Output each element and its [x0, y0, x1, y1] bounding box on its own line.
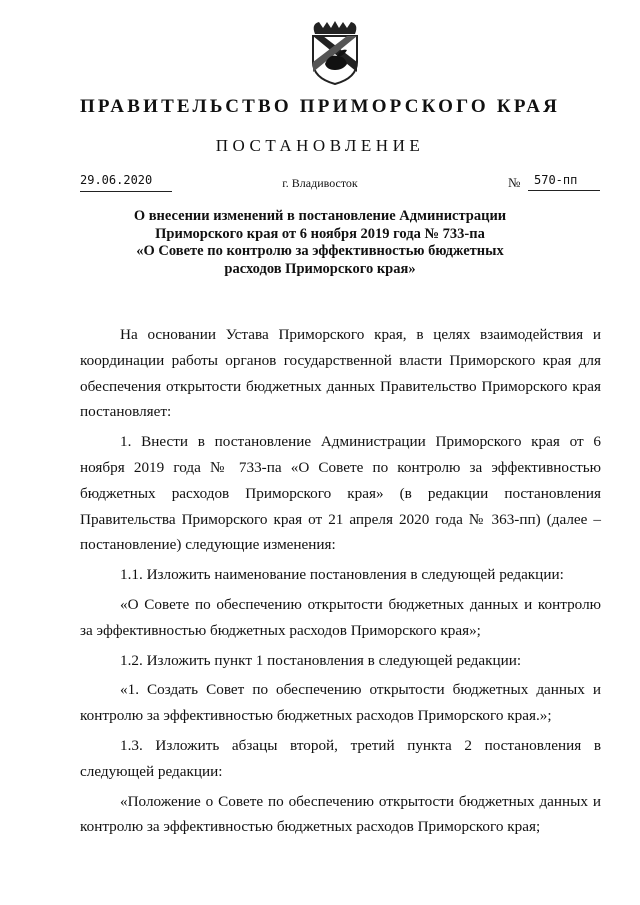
body-paragraph: 1. Внести в постановление Администрации Приморского края от 6 ноября 2019 года № 733-па «О Совете по контролю за эффективностью бюджетных расходов Приморского края» (в редакции постановления Правительства Приморского края от 21 апреля 2020 года № 363-пп) (далее – постановление) следующие изменения: [80, 433, 601, 554]
body-paragraph: 1.1. Изложить наименование постановления в следующей редакции: [120, 566, 564, 584]
number-sign: № [508, 175, 521, 190]
body-paragraph: «Положение о Совете по обеспечению открытости бюджетных данных и контролю за эффективностью бюджетных расходов Приморского края; [80, 792, 601, 836]
number-value: 570-пп [528, 173, 600, 191]
body-paragraph: «1. Создать Совет по обеспечению открытости бюджетных данных и контролю за эффективностью бюджетных расходов Приморского края.»; [80, 681, 601, 725]
body-paragraph: «О Совете по обеспечению открытости бюджетных данных и контролю за эффективностью бюджетных расходов Приморского края»; [80, 595, 601, 639]
body-paragraph: 1.2. Изложить пункт 1 постановления в следующей редакции: [120, 651, 522, 669]
coat-of-arms-emblem [307, 20, 363, 86]
title-line: Приморского края от 6 ноября 2019 года № 733-па [155, 225, 485, 242]
document-type: ПОСТАНОВЛЕНИЕ [215, 136, 425, 155]
document-number [508, 173, 600, 191]
body-paragraph: 1.3. Изложить абзацы второй, третий пункта 2 постановления в следующей редакции: [80, 736, 601, 780]
document-body [80, 322, 601, 840]
body-paragraph: На основании Устава Приморского края, в целях взаимодействия и координации работы органов государственной власти Приморского края для обеспечения открытости бюджетных данных Правительство Приморского края постановляет: [80, 326, 601, 421]
organization-name: ПРАВИТЕЛЬСТВО ПРИМОРСКОГО КРАЯ [79, 96, 561, 117]
document-title [100, 208, 540, 278]
title-line: расходов Приморского края» [224, 260, 416, 277]
document-date: 29.06.2020 [80, 173, 172, 192]
document-city: г. Владивосток [282, 176, 358, 190]
title-line: О внесении изменений в постановление Администрации [133, 208, 507, 224]
title-line: «О Совете по контролю за эффективностью бюджетных [136, 243, 504, 259]
